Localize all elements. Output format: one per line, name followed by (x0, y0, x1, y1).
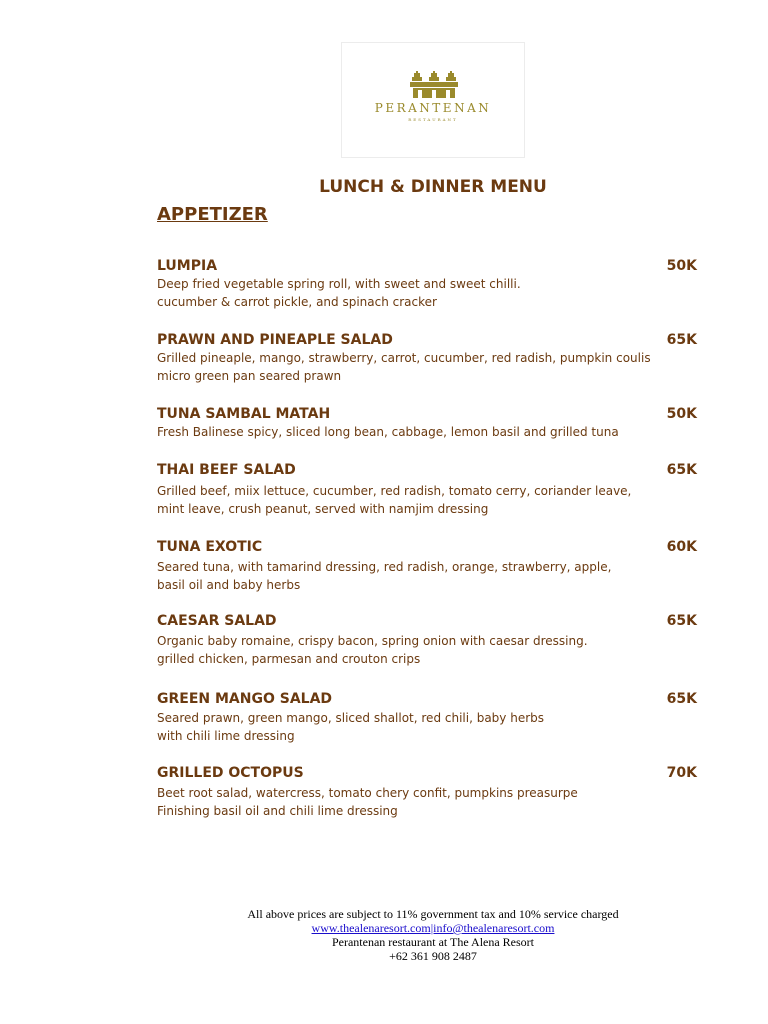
item-price: 65K (666, 691, 697, 707)
menu-item (157, 690, 697, 745)
menu-title: LUNCH & DINNER MENU (319, 177, 547, 197)
item-description-line: Grilled pineaple, mango, strawberry, carrot, cucumber, red radish, pumpkin coulis (157, 351, 651, 365)
tax-note: All above prices are subject to 11% government tax and 10% service charged (247, 907, 619, 921)
menu-item (157, 461, 697, 518)
restaurant-logo (341, 42, 525, 158)
logo-name: PERANTENAN (374, 101, 492, 115)
item-price: 65K (666, 332, 697, 348)
item-name: GREEN MANGO SALAD (157, 691, 333, 707)
item-name: LUMPIA (157, 258, 218, 274)
item-description-line: Finishing basil oil and chili lime dressing (157, 804, 398, 818)
item-description-line: Grilled beef, miix lettuce, cucumber, red radish, tomato cerry, coriander leave, (157, 484, 632, 498)
item-description-line: with chili lime dressing (157, 729, 295, 743)
menu-item (157, 331, 697, 385)
venue-name: Perantenan restaurant at The Alena Resort (331, 935, 535, 949)
temple-logo-icon (408, 71, 460, 99)
contact-links[interactable]: www.thealenaresort.com|info@thealenaresort.com (311, 921, 555, 935)
item-description-line: cucumber & carrot pickle, and spinach cracker (157, 295, 437, 309)
item-name: CAESAR SALAD (157, 613, 277, 629)
menu-item (157, 538, 697, 594)
menu-item (157, 764, 697, 820)
item-description-line: micro green pan seared prawn (157, 369, 342, 383)
item-description-line: Organic baby romaine, crispy bacon, spring onion with caesar dressing. (157, 634, 588, 648)
footer (0, 907, 768, 963)
menu-item (157, 257, 697, 311)
item-description-line: Deep fried vegetable spring roll, with sweet and sweet chilli. (157, 277, 521, 291)
item-description-line: basil oil and baby herbs (157, 578, 301, 592)
phone-number: +62 361 908 2487 (389, 949, 477, 963)
item-name: TUNA EXOTIC (157, 539, 263, 555)
item-description-line: grilled chicken, parmesan and crouton crips (157, 652, 421, 666)
item-name: TUNA SAMBAL MATAH (157, 406, 331, 422)
item-description-line: Beet root salad, watercress, tomato chery confit, pumpkins preasurpe (157, 786, 578, 800)
logo-subtitle: RESTAURANT (408, 117, 458, 122)
menu-item (157, 405, 697, 441)
item-description-line: Seared tuna, with tamarind dressing, red radish, orange, strawberry, apple, (157, 560, 612, 574)
item-description-line: Fresh Balinese spicy, sliced long bean, cabbage, lemon basil and grilled tuna (157, 425, 619, 439)
item-name: GRILLED OCTOPUS (157, 765, 304, 781)
item-name: PRAWN AND PINEAPLE SALAD (157, 332, 393, 348)
item-price: 65K (666, 613, 697, 629)
section-heading: APPETIZER (157, 204, 268, 225)
item-price: 70K (666, 765, 697, 781)
item-price: 65K (666, 462, 697, 478)
item-name: THAI BEEF SALAD (157, 462, 296, 478)
menu-item (157, 612, 697, 668)
item-price: 60K (666, 539, 697, 555)
item-description-line: mint leave, crush peanut, served with namjim dressing (157, 502, 489, 516)
item-description-line: Seared prawn, green mango, sliced shallot, red chili, baby herbs (157, 711, 544, 725)
item-price: 50K (666, 258, 697, 274)
item-price: 50K (666, 406, 697, 422)
